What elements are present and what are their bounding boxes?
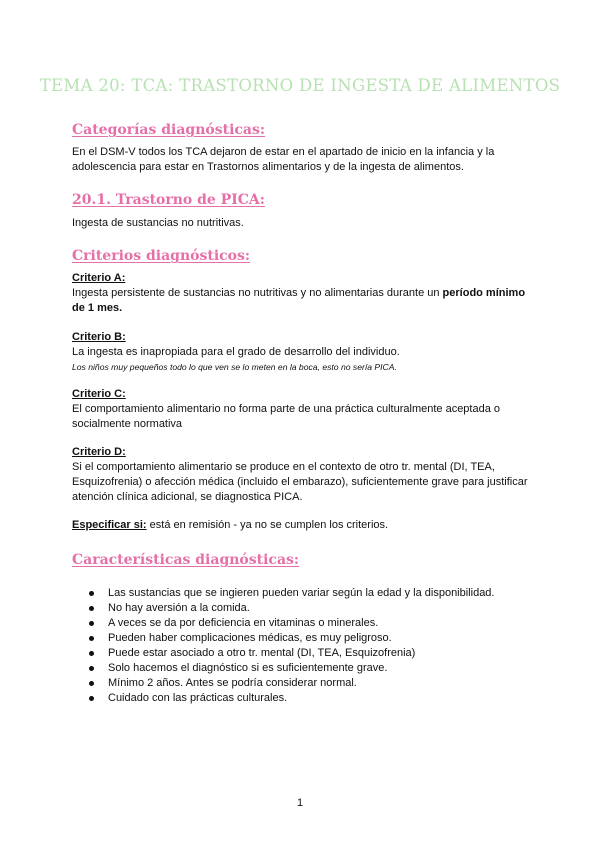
- criterio-c: [72, 387, 532, 432]
- especificar-text: está en remisión - ya no se cumplen los criterios.: [146, 519, 389, 531]
- list-item: Puede estar asociado a otro tr. mental (DI, TEA, Esquizofrenia): [108, 646, 568, 661]
- heading-pica: 20.1. Trastorno de PICA:: [72, 192, 265, 208]
- bullet-icon: [89, 651, 94, 656]
- page-title: TEMA 20: TCA: TRASTORNO DE INGESTA DE ALIMENTOS: [39, 76, 561, 95]
- criterio-d-text: Si el comportamiento alimentario se produce en el contexto de otro tr. mental (DI, TEA, Esquizofrenia) o afección médica (incluido el embarazo), suficientemente grave para justificar atención clínica adicional, se diagnostica PICA.: [72, 461, 528, 503]
- bullet-icon: [89, 696, 94, 701]
- bullet-icon: [89, 591, 94, 596]
- criterio-a-bold: período mínimo de 1 mes.: [72, 287, 526, 314]
- criterio-a-label: Criterio A:: [72, 272, 126, 284]
- criterio-a-text: Ingesta persistente de sustancias no nutritivas y no alimentarias durante un: [72, 287, 443, 299]
- list-item: A veces se da por deficiencia en vitaminas o minerales.: [108, 616, 568, 631]
- especificar-label: Especificar si:: [72, 519, 147, 531]
- list-item: Solo hacemos el diagnóstico si es suficientemente grave.: [108, 661, 568, 676]
- heading-criterios: Criterios diagnósticos:: [72, 248, 251, 264]
- criterio-b-text: La ingesta es inapropiada para el grado de desarrollo del individuo.: [72, 346, 400, 358]
- page-number: 1: [296, 797, 304, 809]
- especificar: [72, 518, 532, 533]
- heading-caracteristicas: Características diagnósticas:: [72, 552, 300, 568]
- list-item: No hay aversión a la comida.: [108, 601, 568, 616]
- paragraph-pica: Ingesta de sustancias no nutritivas.: [72, 217, 244, 229]
- list-item: Mínimo 2 años. Antes se podría considerar normal.: [108, 676, 568, 691]
- bullet-icon: [89, 681, 94, 686]
- criterio-c-text: El comportamiento alimentario no forma parte de una práctica culturalmente aceptada o socialmente normativa: [72, 403, 501, 430]
- bullet-icon: [89, 606, 94, 611]
- criterio-b-label: Criterio B:: [72, 331, 126, 343]
- heading-categorias: Categorías diagnósticas:: [72, 122, 266, 138]
- criterio-c-label: Criterio C:: [72, 388, 126, 400]
- bullet-icon: [89, 621, 94, 626]
- criterio-d-label: Criterio D:: [72, 446, 126, 458]
- list-item: Cuidado con las prácticas culturales.: [108, 691, 568, 706]
- list-item: Las sustancias que se ingieren pueden variar según la edad y la disponibilidad.: [108, 586, 568, 601]
- bullet-icon: [89, 636, 94, 641]
- criterio-d: [72, 445, 532, 505]
- paragraph-categorias: En el DSM-V todos los TCA dejaron de estar en el apartado de inicio en la infancia y la adolescencia para estar en Trastornos alimentarios y de la ingesta de alimentos.: [72, 146, 495, 173]
- caracteristicas-list: [72, 586, 568, 706]
- bullet-icon: [89, 666, 94, 671]
- list-item: Pueden haber complicaciones médicas, es muy peligroso.: [108, 631, 568, 646]
- criterio-b-note: Los niños muy pequeños todo lo que ven se lo meten en la boca, esto no sería PICA.: [72, 362, 397, 372]
- criterio-a: [72, 271, 532, 316]
- criterio-b: [72, 330, 532, 375]
